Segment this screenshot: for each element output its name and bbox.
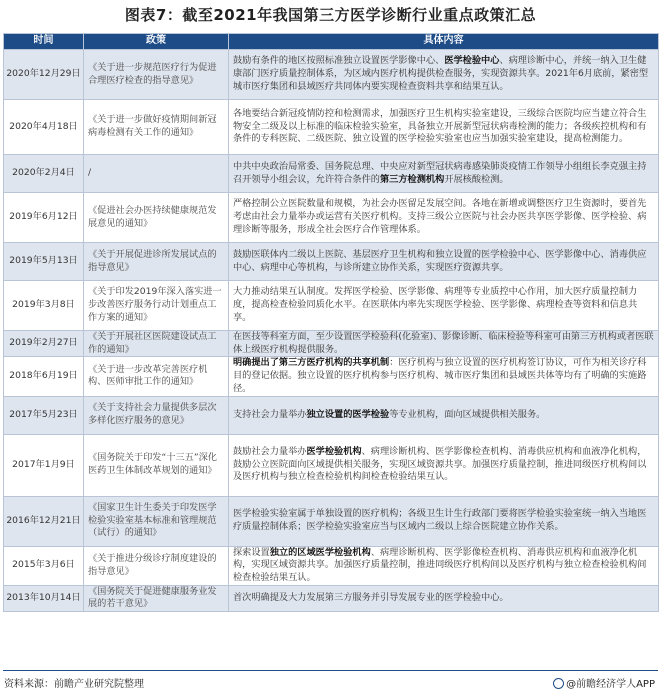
content-text: 鼓励社会力量举办 [233,445,307,457]
content-highlight: 医学检验机构 [306,445,362,457]
table-row [4,585,659,611]
content-text: 开展核酸检测。 [444,173,509,185]
row-policy: / [84,155,229,193]
row-content [229,100,659,155]
row-policy: 《关于支持社会力量提供多层次多样化医疗服务的意见》 [84,396,229,434]
row-content [229,546,659,585]
table-row [4,155,659,193]
content-text: 大力推动结果互认制度。发挥医学检验、医学影像、病理等专业质控中心作用，加大医疗质量控制力度，提高检查检验同质化水平。在医联体内率先实现医学检验、医学影像、病理检查等资料和信息共享。 [233,286,638,323]
content-highlight: 医学检验中心 [444,55,500,67]
chart-title: 图表7：截至2021年我国第三方医学诊断行业重点政策汇总 [124,6,537,24]
content-text: 鼓励有条件的地区按照标准独立设置医学影像中心、 [233,55,445,67]
table-row [4,100,659,155]
policy-table [3,33,659,612]
table-row [4,546,659,585]
brand-text: @前瞻经济学人APP [566,679,655,690]
row-policy: 《关于开展促进诊所发展试点的指导意见》 [84,243,229,281]
brand-credit [553,675,655,690]
table-row [4,496,659,546]
content-highlight: 明确提出了第三方医疗机构的共享机制 [233,357,390,369]
row-policy: 《国务院关于印发“十三五”深化医药卫生体制改革规划的通知》 [84,434,229,496]
row-date: 2019年6月12日 [4,193,84,243]
row-date: 2017年1月9日 [4,434,84,496]
source-note: 资料来源：前瞻产业研究院整理 [4,679,144,690]
content-text: 、病理诊断中心，并统一纳入卫生健康部门医疗质量控制体系，为区域内医疗机构提供检查服务，实现资源共享。2021年6月底前，紧密型城市医疗集团和县域医疗共同体内要实现检查资料共享和结果互认。 [233,55,649,92]
content-highlight: 第三方检测机构 [380,173,445,185]
content-text: 支持社会力量举办 [233,408,307,420]
footer-divider [3,670,658,671]
row-content [229,281,659,331]
content-text: 在医技等科室方面，至少设置医学检验科(化验室)、影像诊断、临床检验等科室可由第三方机构或者医联体上级医疗机构提供服务。 [233,331,654,355]
row-content [229,434,659,496]
content-text: 中共中央政治局常委、国务院总理、中央应对新型冠状病毒感染肺炎疫情工作领导小组组长李克强主持召开领导小组会议，允许符合条件的 [233,160,647,185]
row-content [229,155,659,193]
row-date: 2019年3月8日 [4,281,84,331]
content-text: 医学检验实验室属于单独设置的医疗机构；各级卫生计生行政部门要将医学检验实验室统一纳入当地医疗质量控制体系；医学检验实验室应当与区域内二级以上综合医院建立协作关系。 [233,508,647,533]
row-policy: 《关于印发2019年深入落实进一步改善医疗服务行动计划重点工作方案的通知》 [84,281,229,331]
content-highlight: 独立设置的医学检验 [306,408,390,420]
row-date: 2016年12月21日 [4,496,84,546]
table-row [4,434,659,496]
row-policy: 《国务院关于促进健康服务业发展的若干意见》 [84,585,229,611]
table-row [4,50,659,100]
row-date: 2018年6月19日 [4,357,84,396]
row-content [229,357,659,396]
table-row [4,331,659,357]
content-text: 、病理诊断机构、医学影像检查机构、消毒供应机构和血液净化机构，鼓励公立医院面向区域提供相关服务，实现区域资源共享。加强医疗质量控制，推进同级医疗机构间以及医疗机构与独立检查检验机构间检查检验结果互认。 [233,445,647,483]
row-policy: 《关于进一步规范医疗行为促进合理医疗检查的指导意见》 [84,50,229,100]
brand-logo-icon [553,678,564,689]
content-text: 首次明确提及大力发展第三方服务并引导发展专业的医学检验中心。 [233,591,509,603]
content-text: 严格控制公立医院数量和规模，为社会办医留足发展空间。各地在新增或调整医疗卫生资源时，要首先考虑由社会力量举办或运营有关医疗机构。支持三级公立医院与社会办医共享医学影像、医学检验、病理诊断等服务，形成全社会医疗合作管理体系。 [233,198,647,235]
content-text: ：医疗机构与独立设置的医疗机构签订协议，可作为相关诊疗科目的登记依据。独立设置的医疗机构参与医疗机构、城市医疗集团和县域医共体等均有了明确的实施路径。 [233,357,647,394]
table-row [4,396,659,434]
content-text: 探索设置 [233,546,270,558]
row-content [229,496,659,546]
row-content [229,331,659,357]
row-content [229,585,659,611]
row-date: 2020年2月4日 [4,155,84,193]
table-row [4,281,659,331]
row-date: 2020年12月29日 [4,50,84,100]
content-text: 、病理诊断机构、医学影像检查机构、消毒供应机构和血液净化机构，实现区域资源共享。加强医疗质量控制，推进同级医疗机构间以及医疗机构与独立检查检验机构间检查检验结果互认。 [233,546,647,583]
row-content [229,396,659,434]
row-policy: 《关于进一步做好疫情期间新冠病毒检测有关工作的通知》 [84,100,229,155]
row-content [229,193,659,243]
table-row [4,193,659,243]
table-header-row [4,34,659,50]
row-content [229,243,659,281]
row-date: 2019年5月13日 [4,243,84,281]
row-date: 2020年4月18日 [4,100,84,155]
header-content: 具体内容 [229,34,659,50]
row-date: 2017年5月23日 [4,396,84,434]
content-highlight: 独立的区域医学检验机构 [269,546,371,558]
row-date: 2019年2月27日 [4,331,84,357]
row-policy: 《促进社会办医持续健康规范发展意见的通知》 [84,193,229,243]
row-content [229,50,659,100]
table-row [4,243,659,281]
row-policy: 《关于推进分级诊疗制度建设的指导意见》 [84,546,229,585]
content-text: 等专业机构，面向区域提供相关服务。 [389,408,546,420]
row-policy: 《关于开展社区医院建设试点工作的通知》 [84,331,229,357]
header-time: 时间 [4,34,84,50]
row-policy: 《国家卫生计生委关于印发医学检验实验室基本标准和管理规范（试行）的通知》 [84,496,229,546]
row-date: 2015年3月6日 [4,546,84,585]
content-text: 鼓励医联体内二级以上医院、基层医疗卫生机构和独立设置的医学检验中心、医学影像中心、消毒供应中心、病理中心等机构，与诊所建立协作关系，实现医疗资源共享。 [233,248,647,273]
table-row [4,357,659,396]
content-text: 各地要结合新冠疫情防控和检测需求，加强医疗卫生机构实验室建设，三级综合医院均应当建立符合生物安全二级及以上标准的临床检验实验室，具备独立开展新型冠状病毒检测的能力；各级疾控机构和有条件的专科医院、二级医院、独立设置的医学检验实验室也应当加强实验室建设，提高检测能力。 [233,107,647,145]
row-date: 2013年10月14日 [4,585,84,611]
header-policy: 政策 [84,34,229,50]
row-policy: 《关于进一步改革完善医疗机构、医师审批工作的通知》 [84,357,229,396]
